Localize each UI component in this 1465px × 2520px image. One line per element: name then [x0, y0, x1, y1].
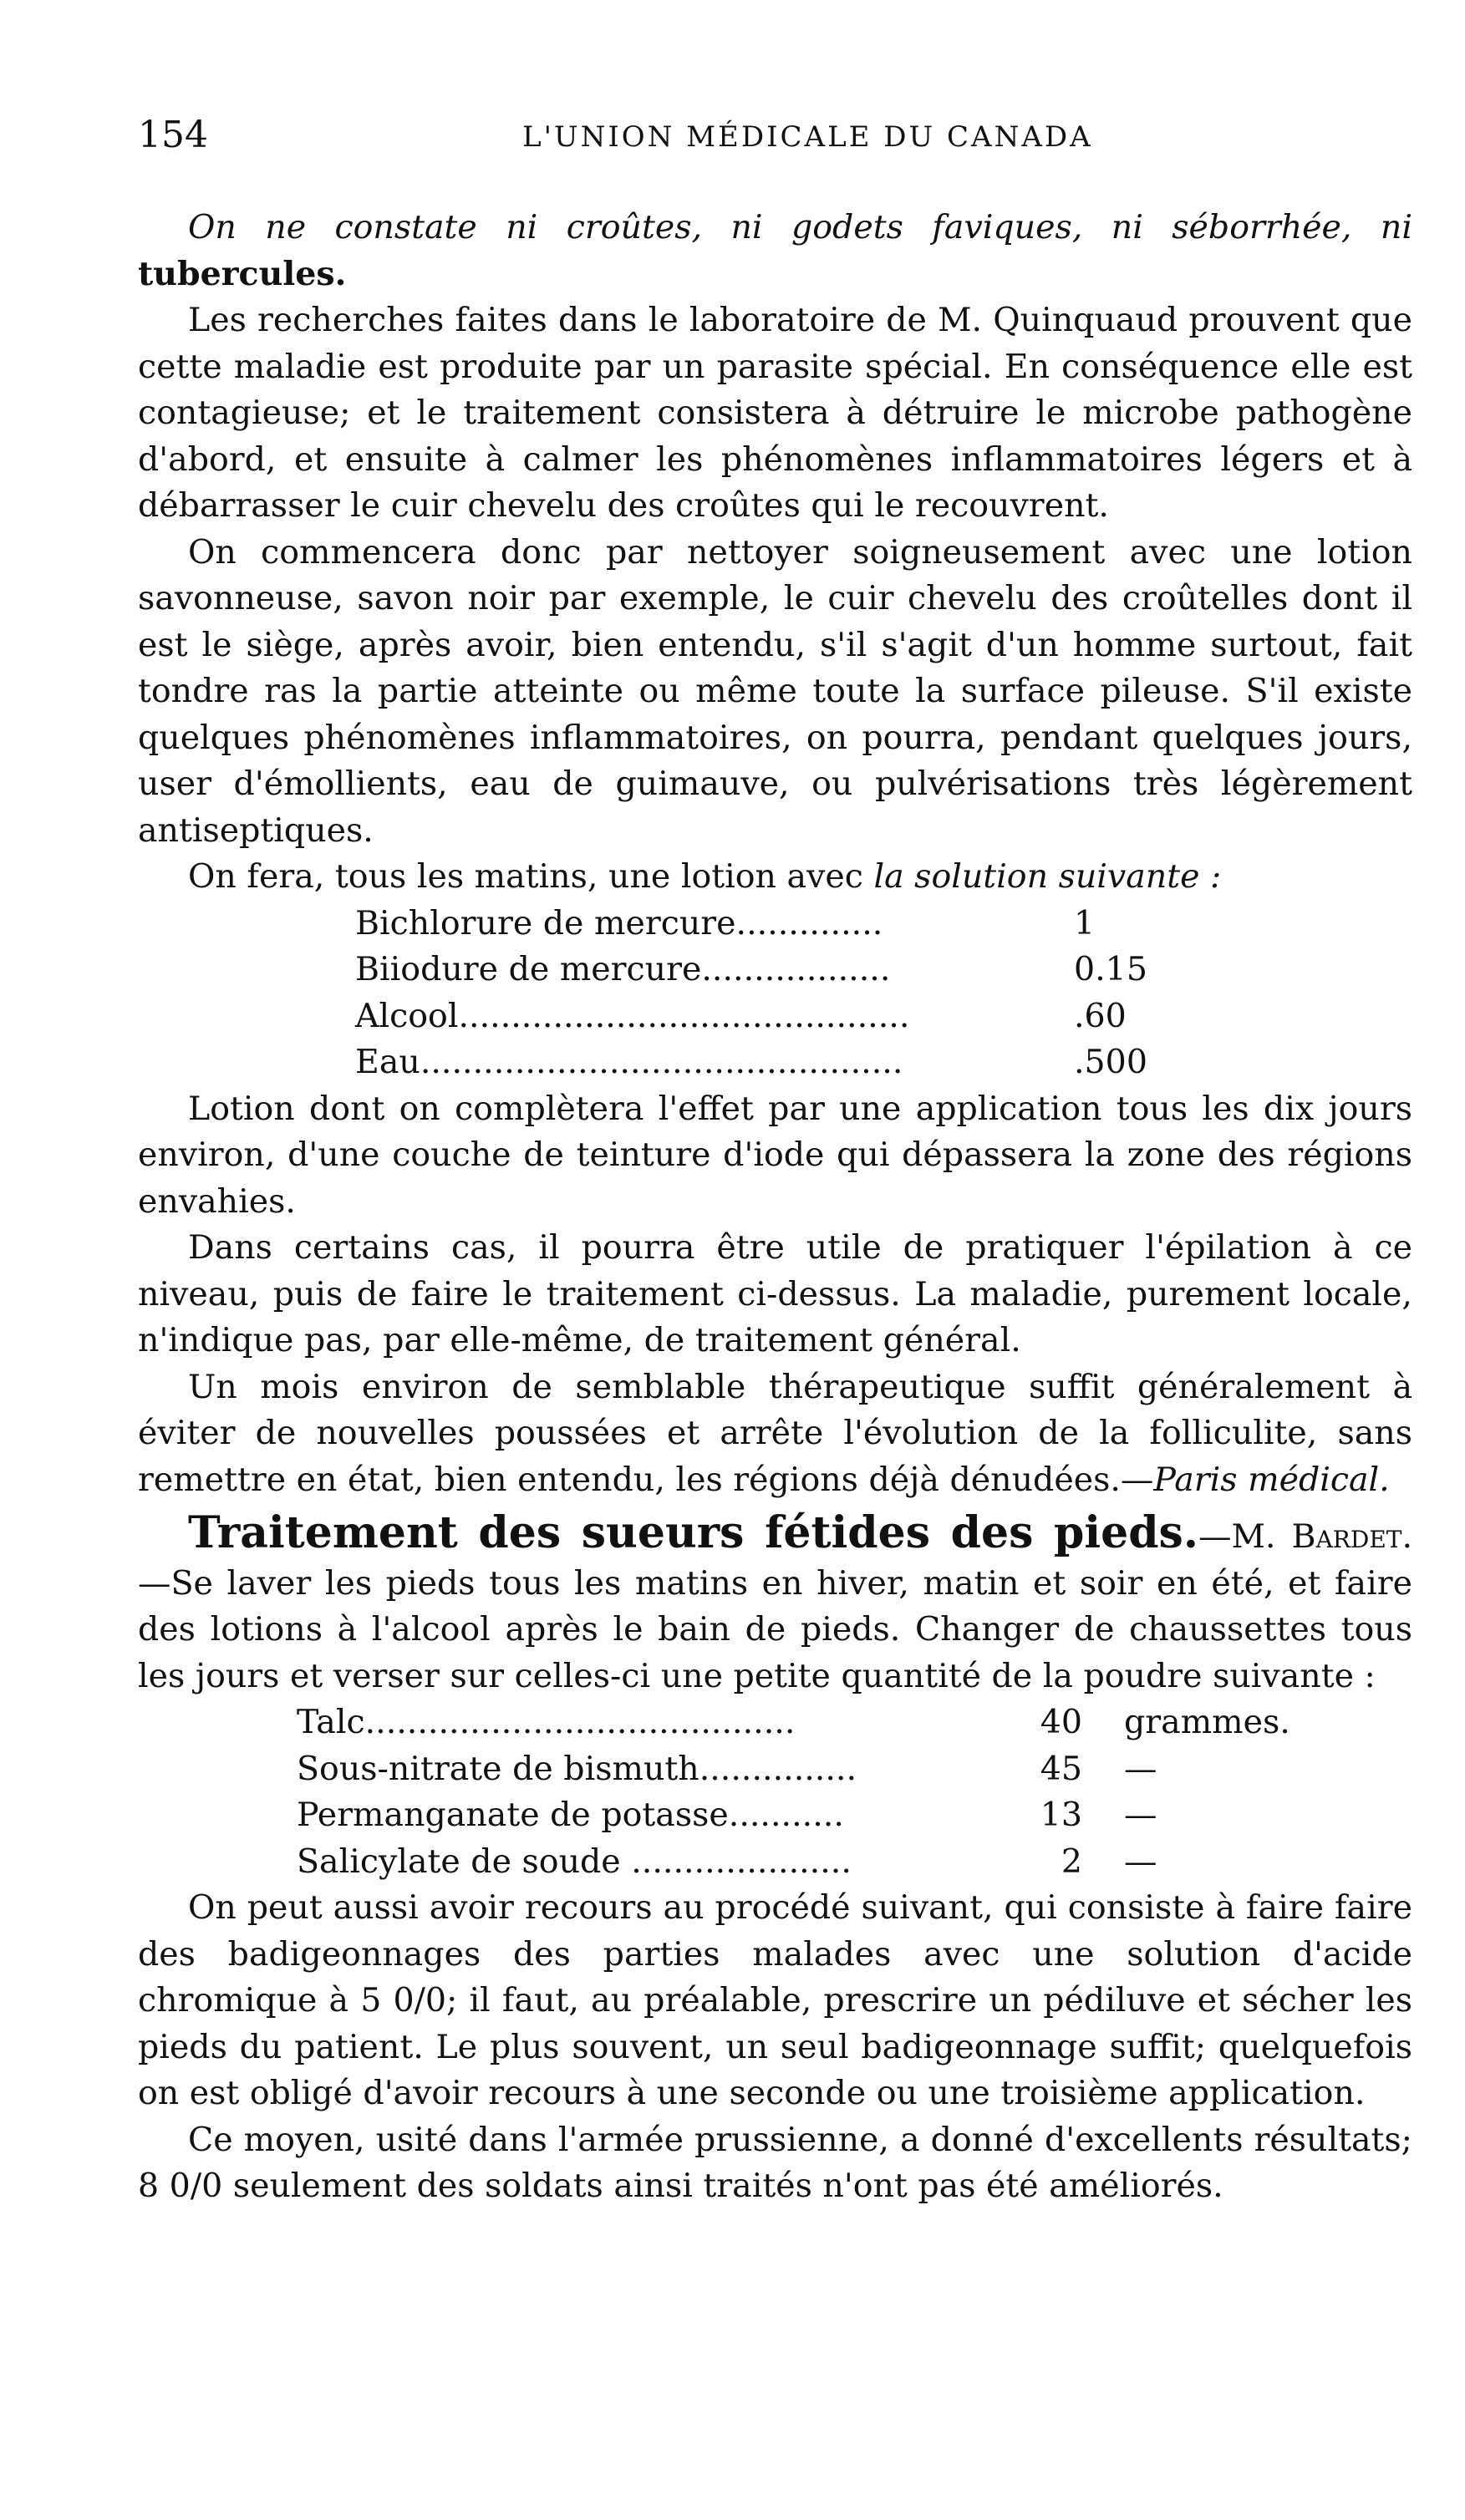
ingredient-unit: —	[1124, 1842, 1157, 1881]
lotion-intro-emphasis: la solution suivante :	[873, 857, 1222, 896]
ingredient-name: Eau..............................................	[355, 1043, 903, 1081]
paragraph-chromic-acid: On peut aussi avoir recours au procédé suivant, qui consiste à faire faire des badigeonnages des parties malades avec une solution d'acide chromique à 5 0/0; il faut, au préalable, prescrire un pédiluve et sécher les pieds du patient. Le plus souvent, un seul badigeonnage suffit; quelquefois on est obligé d'avoir recours à une seconde ou une troisième application.	[138, 1888, 1412, 2112]
page-header	[138, 110, 1412, 169]
formula-row	[138, 1699, 1412, 1746]
formula-row	[138, 947, 1412, 993]
page-number: 154	[138, 114, 208, 156]
ingredient-name: Alcool...........................................	[355, 996, 910, 1035]
formula-row	[138, 901, 1412, 948]
formula-row	[138, 1039, 1412, 1086]
ingredient-name: Salicylate de soude .....................	[297, 1842, 852, 1881]
ingredient-quantity: 0.15	[1074, 950, 1147, 988]
section-title: Traitement des sueurs fétides des pieds.	[188, 1507, 1198, 1558]
ingredient-unit: —	[1124, 1796, 1157, 1834]
ingredient-quantity: 13	[1040, 1796, 1082, 1834]
paragraph-observations	[138, 205, 1412, 297]
paragraph-treatment: On commencera donc par nettoyer soigneusement avec une lotion savonneuse, savon noir par exemple, le cuir chevelu des croûtelles dont il est le siège, après avoir, bien entendu, s'il s'agit d'un homme surtout, fait tondre ras la partie atteinte ou même toute la surface pileuse. S'il existe quelques phénomènes inflammatoires, on pourra, pendant quelques jours, user d'émollients, eau de guimauve, ou pulvérisations très légèrement antiseptiques.	[138, 532, 1412, 850]
duration-text: Un mois environ de semblable thérapeutique suffit généralement à éviter de nouvelles poussées et arrête l'évolution de la folliculite, sans remettre en état, bien entendu, les régions déjà dénudées.—	[138, 1367, 1412, 1499]
paragraph-research: Les recherches faites dans le laboratoire de M. Quinquaud prouvent que cette maladie est produite par un parasite spécial. En conséquence elle est contagieuse; et le traitement consistera à détruire le microbe pathogène d'abord, et ensuite à calmer les phénomènes inflammatoires légers et à débarrasser le cuir chevelu des croûtes qui le recouvrent.	[138, 301, 1412, 525]
formula-row	[138, 1792, 1412, 1839]
paragraph-iodine: Lotion dont on complètera l'effet par une application tous les dix jours environ, d'une couche de teinture d'iode qui dépassera la zone des régions envahies.	[138, 1089, 1412, 1221]
ingredient-name: Talc.........................................	[297, 1703, 796, 1741]
ingredient-unit: grammes.	[1124, 1703, 1290, 1741]
paragraph-duration	[138, 1364, 1412, 1504]
ingredient-name: Sous-nitrate de bismuth...............	[297, 1749, 857, 1788]
paragraph-results: Ce moyen, usité dans l'armée prussienne, a donné d'excellents résultats; 8 0/0 seulement des soldats ainsi traités n'ont pas été améliorés.	[138, 2120, 1412, 2205]
italic-statement: On ne constate ni croûtes, ni godets faviques, ni séborrhée, ni	[188, 208, 1412, 246]
page-body	[138, 205, 1412, 2210]
paragraph-lotion-intro	[138, 854, 1412, 901]
formula-lotion	[138, 901, 1412, 1086]
ingredient-quantity: 40	[1040, 1703, 1082, 1741]
ingredient-name: Biiodure de mercure..................	[355, 950, 891, 988]
formula-row	[138, 1746, 1412, 1793]
ingredient-unit: —	[1124, 1749, 1157, 1788]
lotion-intro-text: On fera, tous les matins, une lotion avec	[188, 857, 874, 896]
running-title: L'UNION MÉDICALE DU CANADA	[522, 120, 1093, 154]
ingredient-quantity: 45	[1040, 1749, 1082, 1788]
source-citation: Paris médical.	[1153, 1460, 1390, 1499]
formula-row	[138, 993, 1412, 1040]
ingredient-name: Bichlorure de mercure..............	[355, 903, 883, 942]
formula-row	[138, 1839, 1412, 1886]
ingredient-quantity: .500	[1074, 1043, 1147, 1081]
bold-term: tubercules.	[138, 254, 347, 293]
paragraph-epilation: Dans certains cas, il pourra être utile de pratiquer l'épilation à ce niveau, puis de faire le traitement ci-dessus. La maladie, purement locale, n'indique pas, par elle-même, de traitement général.	[138, 1228, 1412, 1359]
formula-powder	[138, 1699, 1412, 1885]
ingredient-quantity: .60	[1074, 996, 1127, 1035]
ingredient-quantity: 2	[1061, 1842, 1082, 1881]
ingredient-quantity: 1	[1074, 903, 1096, 942]
ingredient-name: Permanganate de potasse...........	[297, 1796, 844, 1834]
paragraph-foot-sweat	[138, 1507, 1412, 1699]
section-text: —Se laver les pieds tous les matins en hiver, matin et soir en été, et faire des lotions à l'alcool après le bain de pieds. Changer de chaussettes tous les jours et verser sur celles-ci une petite quantité de la poudre suivante :	[138, 1563, 1412, 1695]
section-author: —M. Bardet.	[1198, 1517, 1412, 1556]
